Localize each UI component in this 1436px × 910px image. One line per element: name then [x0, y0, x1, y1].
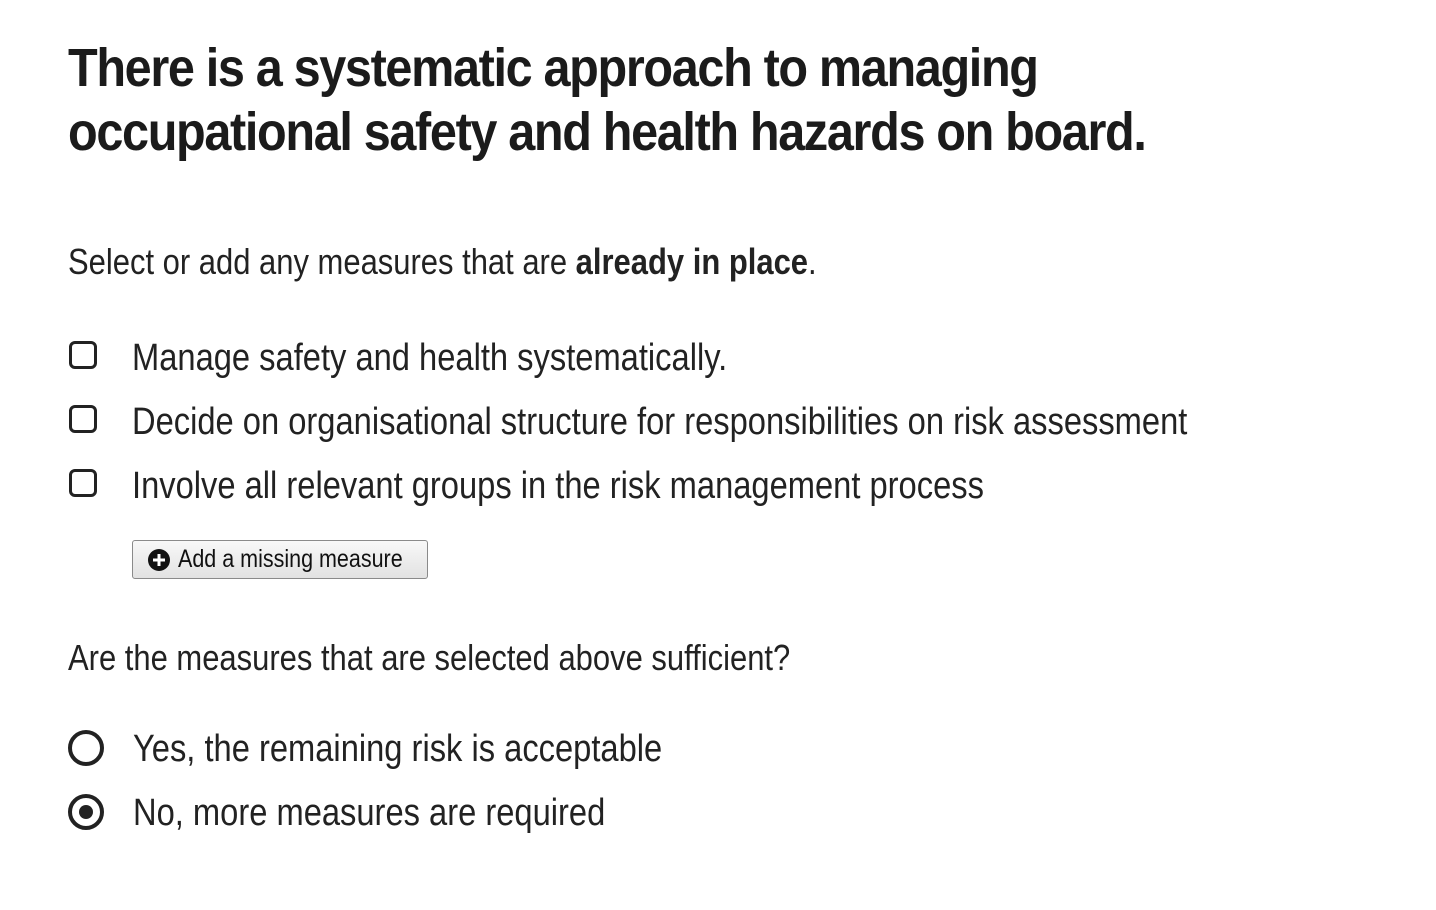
- plus-circle-icon: [148, 549, 170, 571]
- measure-item[interactable]: [68, 454, 1359, 518]
- page-title-line-2: occupational safety and health hazards on board.: [68, 102, 1146, 162]
- measures-list: [68, 326, 1359, 518]
- option-label-no[interactable]: No, more measures are required: [133, 792, 606, 834]
- add-missing-measure-button[interactable]: [132, 540, 428, 579]
- measure-item[interactable]: [68, 390, 1359, 454]
- measures-instruction: [68, 236, 817, 288]
- measure-checkbox[interactable]: [69, 341, 97, 369]
- option-no[interactable]: [68, 781, 748, 845]
- instruction-prefix: Select or add any measures that are: [68, 241, 576, 282]
- page-title-line-1: There is a systematic approach to managing: [68, 38, 1038, 98]
- measure-label[interactable]: Decide on organisational structure for responsibilities on risk assessment: [132, 401, 1188, 443]
- instruction-emphasis: already in place: [575, 241, 809, 282]
- page-title: [68, 36, 1418, 164]
- measure-checkbox[interactable]: [69, 405, 97, 433]
- risk-assessment-page: [68, 36, 1418, 834]
- measure-label[interactable]: Manage safety and health systematically.: [132, 337, 728, 379]
- add-missing-measure-label: Add a missing measure: [178, 545, 403, 573]
- radio-button-yes[interactable]: [68, 730, 104, 766]
- radio-button-no[interactable]: [68, 794, 104, 830]
- sufficiency-question: Are the measures that are selected above sufficient?: [68, 637, 791, 678]
- instruction-suffix: .: [808, 241, 817, 282]
- measure-checkbox[interactable]: [69, 469, 97, 497]
- measure-label[interactable]: Involve all relevant groups in the risk management process: [132, 465, 984, 507]
- option-yes[interactable]: [68, 717, 748, 781]
- measure-item[interactable]: [68, 326, 1359, 390]
- sufficiency-options: [68, 717, 748, 845]
- option-label-yes[interactable]: Yes, the remaining risk is acceptable: [133, 728, 663, 770]
